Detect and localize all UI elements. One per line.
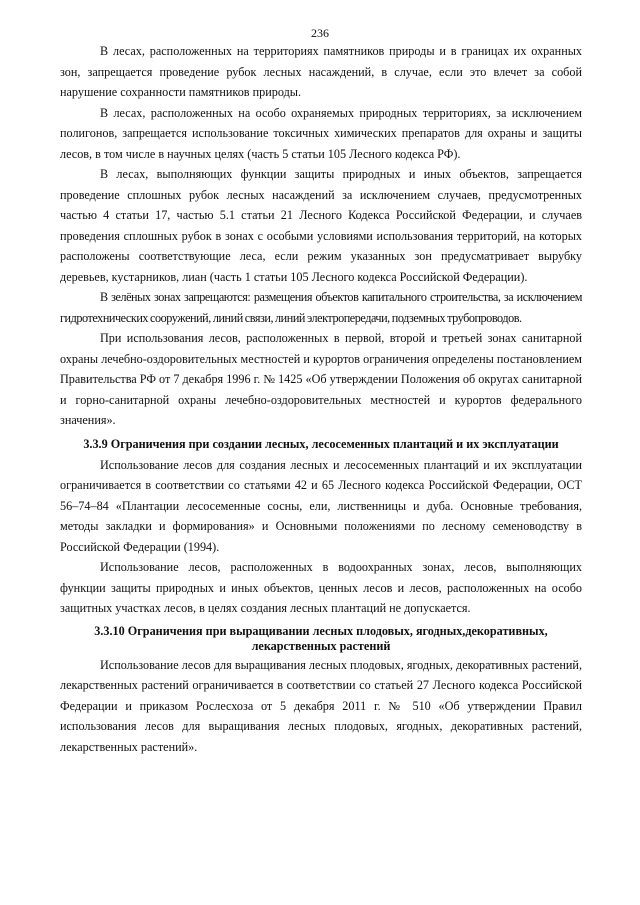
paragraph-sanitary-zones: При использования лесов, расположенных в первой, второй и третьей зонах санитарной охраны лечебно-оздоровительных местностей и курортов ограничения определены постановлением Правительства РФ от 7 декабря 1996 г. № 1425 «Об утверждении Положения об округах санитарной и горно-санитарной охраны лечебно-оздоровительных местностей и курортов федерального значения».: [60, 331, 582, 427]
page-number: 236: [311, 26, 329, 40]
page-body: [60, 41, 582, 757]
paragraph-protected-territories: В лесах, расположенных на особо охраняемых природных территориях, за исключением полигонов, запрещается использование токсичных химических препаратов для охраны и защиты лесов, в том числе в научных целях (часть 5 статьи 105 Лесного кодекса РФ).: [60, 105, 582, 161]
paragraph-green-zones: В зелёных зонах запрещаются: размещения объектов капитального строительства, за исключением гидротехнических сооружений, линий связи, линий электропередачи, подземных трубопроводов.: [60, 290, 582, 325]
section-339-heading: 3.3.9 Ограничения при создании лесных, лесосеменных плантаций и их эксплуатации: [83, 436, 559, 451]
section-3310-heading: [60, 624, 582, 654]
paragraph-plantations-usage: Использование лесов для создания лесных и лесосеменных плантаций и их эксплуатации ограничивается в соответствии со статьями 42 и 65 Лесного кодекса Российской Федерации, ОСТ 56–74–84 «Плантации лесосеменные сосны, ели, лиственницы и дуба. Основные требования, методы закладки и формирования» и Основными положениями по лесному семеноводству в Российской Федерации (1994).: [60, 457, 582, 554]
paragraph-protective-forests: В лесах, выполняющих функции защиты природных и иных объектов, запрещается проведение сплошных рубок лесных насаждений за исключением случаев, предусмотренных частью 4 статьи 17, частью 5.1 статьи 21 Лесного Кодекса Российской Федерации, и случаев проведения сплошных рубок в зонах с особыми условиями использования территорий, на которых расположены соответствующие леса, если режим указанных зон предусматривает вырубку деревьев, кустарников, лиан (часть 1 статьи 105 Лесного кодекса Российской Федерации).: [60, 167, 582, 284]
section-3310-heading-line2: лекарственных растений: [251, 638, 391, 653]
paragraph-nature-monuments: В лесах, расположенных на территориях памятников природы и в границах их охранных зон, запрещается проведение рубок лесных насаждений, в случае, если это влечет за собой нарушение сохранности памятников природы.: [60, 44, 582, 99]
paragraph-cultivation: Использование лесов для выращивания лесных плодовых, ягодных, декоративных растений, лекарственных растений ограничивается в соответствии со статьей 27 Лесного кодекса Российской Федерации и приказом Рослесхоза от 5 декабря 2011 г. № 510 «Об утверждении Правил использования лесов для выращивания лесных плодовых, ягодных, декоративных растений, лекарственных растений».: [60, 657, 582, 754]
section-3310-heading-line1: 3.3.10 Ограничения при выращивании лесных плодовых, ягодных,декоративных,: [94, 623, 548, 638]
paragraph-plantations-restriction: Использование лесов, расположенных в водоохранных зонах, лесов, выполняющих функции защиты природных и иных объектов, ценных лесов и лесов, расположенных на особо защитных участках лесов, в целях создания лесных плантаций не допускается.: [60, 560, 582, 615]
